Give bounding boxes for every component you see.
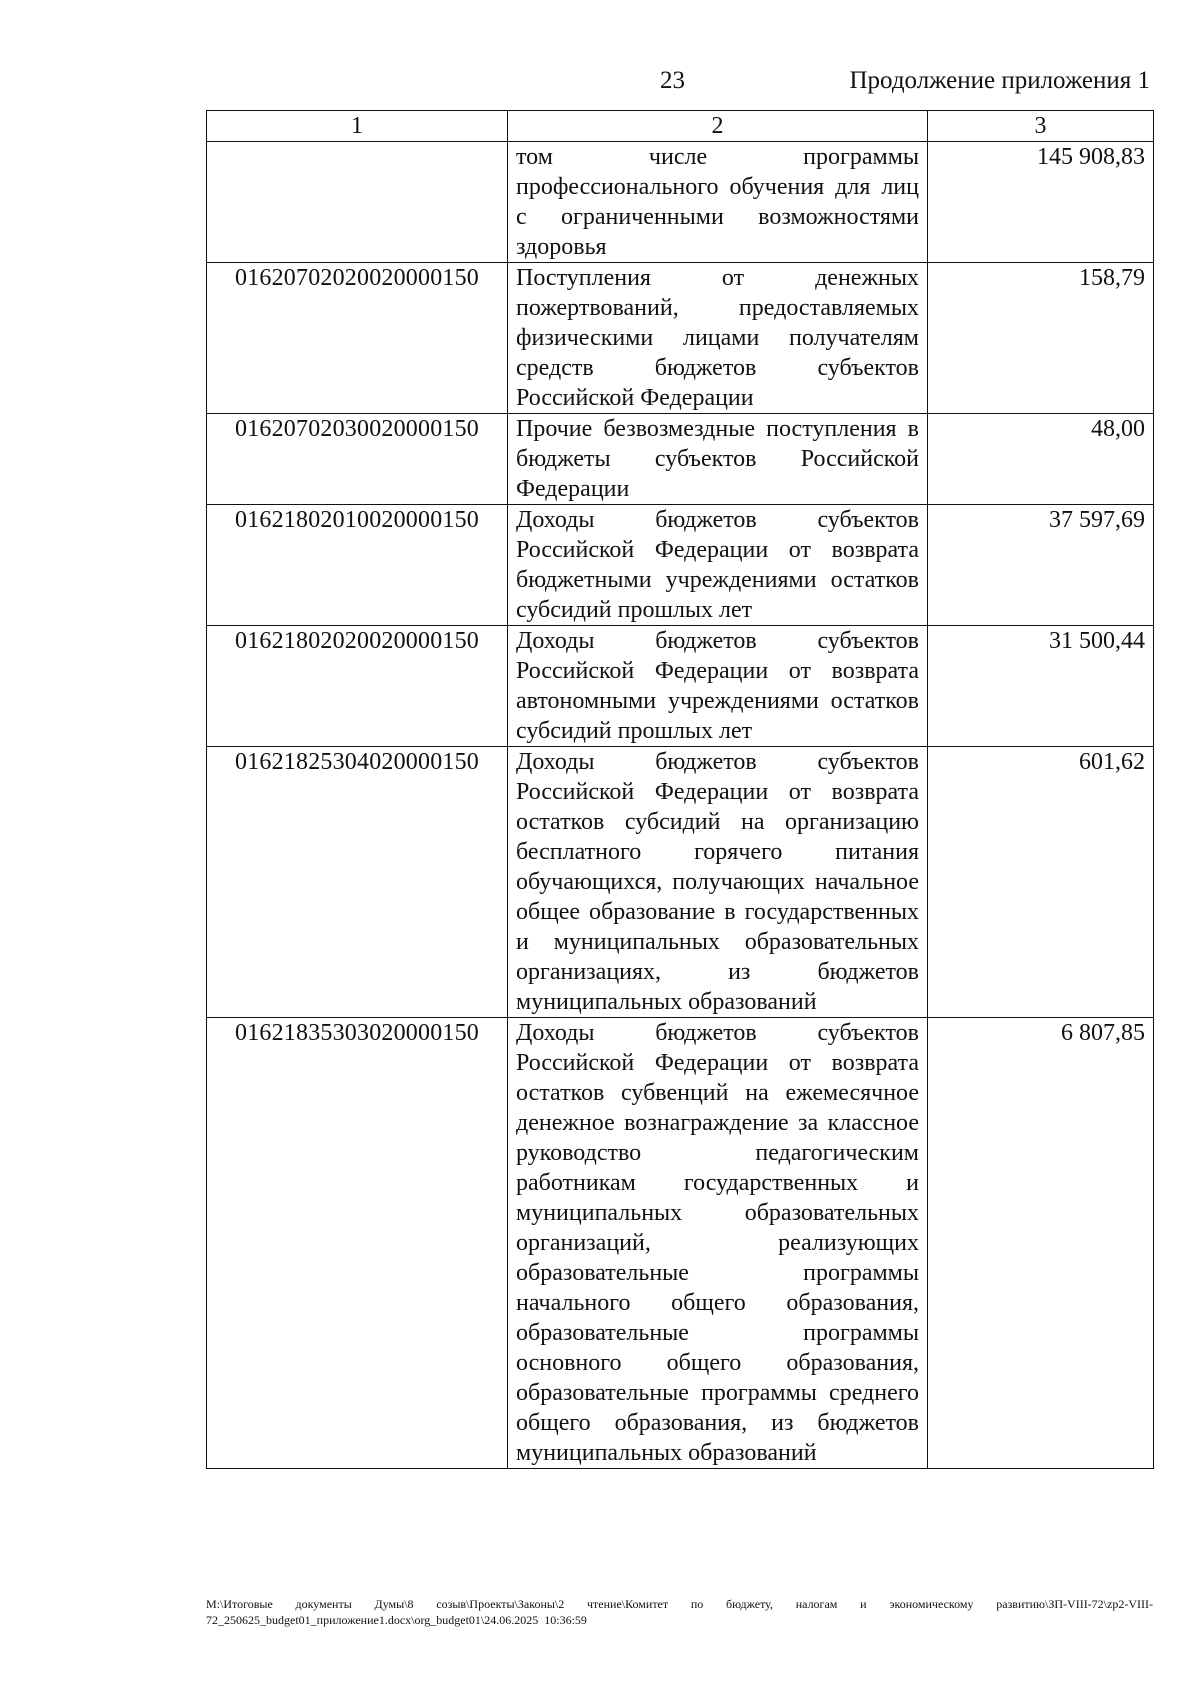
income-amount: 158,79 bbox=[928, 263, 1154, 414]
table-row bbox=[207, 747, 1154, 1018]
income-code: 01621802020020000150 bbox=[207, 626, 508, 747]
page-number: 23 bbox=[660, 67, 685, 94]
column-number-amount: 3 bbox=[928, 111, 1154, 142]
income-name: том числе программы профессионального обучения для лиц с ограниченными возможностями здоровья bbox=[508, 142, 928, 263]
table-row bbox=[207, 505, 1154, 626]
column-number-name: 2 bbox=[508, 111, 928, 142]
continuation-heading: Продолжение приложения 1 bbox=[849, 67, 1150, 94]
income-name: Доходы бюджетов субъектов Российской Федерации от возврата остатков субвенций на ежемесячное денежное вознаграждение за классное руководство педагогическим работникам государственных и муниципальных образовательных организаций, реализующих образовательные программы начального общего образования, образовательные программы основного общего образования, образовательные программы среднего общего образования, из бюджетов муниципальных образований bbox=[508, 1018, 928, 1469]
income-amount: 601,62 bbox=[928, 747, 1154, 1018]
table-row bbox=[207, 626, 1154, 747]
table-row bbox=[207, 263, 1154, 414]
income-code bbox=[207, 142, 508, 263]
column-number-row bbox=[207, 111, 1154, 142]
income-code: 01621825304020000150 bbox=[207, 747, 508, 1018]
table-row bbox=[207, 142, 1154, 263]
income-amount: 48,00 bbox=[928, 414, 1154, 505]
income-code: 01620702020020000150 bbox=[207, 263, 508, 414]
income-amount: 31 500,44 bbox=[928, 626, 1154, 747]
income-name: Прочие безвозмездные поступления в бюджеты субъектов Российской Федерации bbox=[508, 414, 928, 505]
document-file-path: M:\Итоговые документы Думы\8 созыв\Проекты\Законы\2 чтение\Комитет по бюджету, налогам и экономическому развитию\ЗП-VIII-72\zp2-VIII-72_250625_budget01_приложение1.docx\org_budget01\24.06.2025 10:36:59 bbox=[206, 1597, 1153, 1627]
income-code: 01620702030020000150 bbox=[207, 414, 508, 505]
income-amount: 6 807,85 bbox=[928, 1018, 1154, 1469]
table-row bbox=[207, 1018, 1154, 1469]
income-name: Поступления от денежных пожертвований, предоставляемых физическими лицами получателям средств бюджетов субъектов Российской Федерации bbox=[508, 263, 928, 414]
income-name: Доходы бюджетов субъектов Российской Федерации от возврата бюджетными учреждениями остатков субсидий прошлых лет bbox=[508, 505, 928, 626]
income-name: Доходы бюджетов субъектов Российской Федерации от возврата автономными учреждениями остатков субсидий прошлых лет bbox=[508, 626, 928, 747]
column-number-code: 1 bbox=[207, 111, 508, 142]
income-code: 01621835303020000150 bbox=[207, 1018, 508, 1469]
table-row bbox=[207, 414, 1154, 505]
budget-income-table bbox=[206, 110, 1154, 1469]
income-code: 01621802010020000150 bbox=[207, 505, 508, 626]
income-amount: 145 908,83 bbox=[928, 142, 1154, 263]
income-amount: 37 597,69 bbox=[928, 505, 1154, 626]
income-name: Доходы бюджетов субъектов Российской Федерации от возврата остатков субсидий на организацию бесплатного горячего питания обучающихся, получающих начальное общее образование в государственных и муниципальных образовательных организациях, из бюджетов муниципальных образований bbox=[508, 747, 928, 1018]
